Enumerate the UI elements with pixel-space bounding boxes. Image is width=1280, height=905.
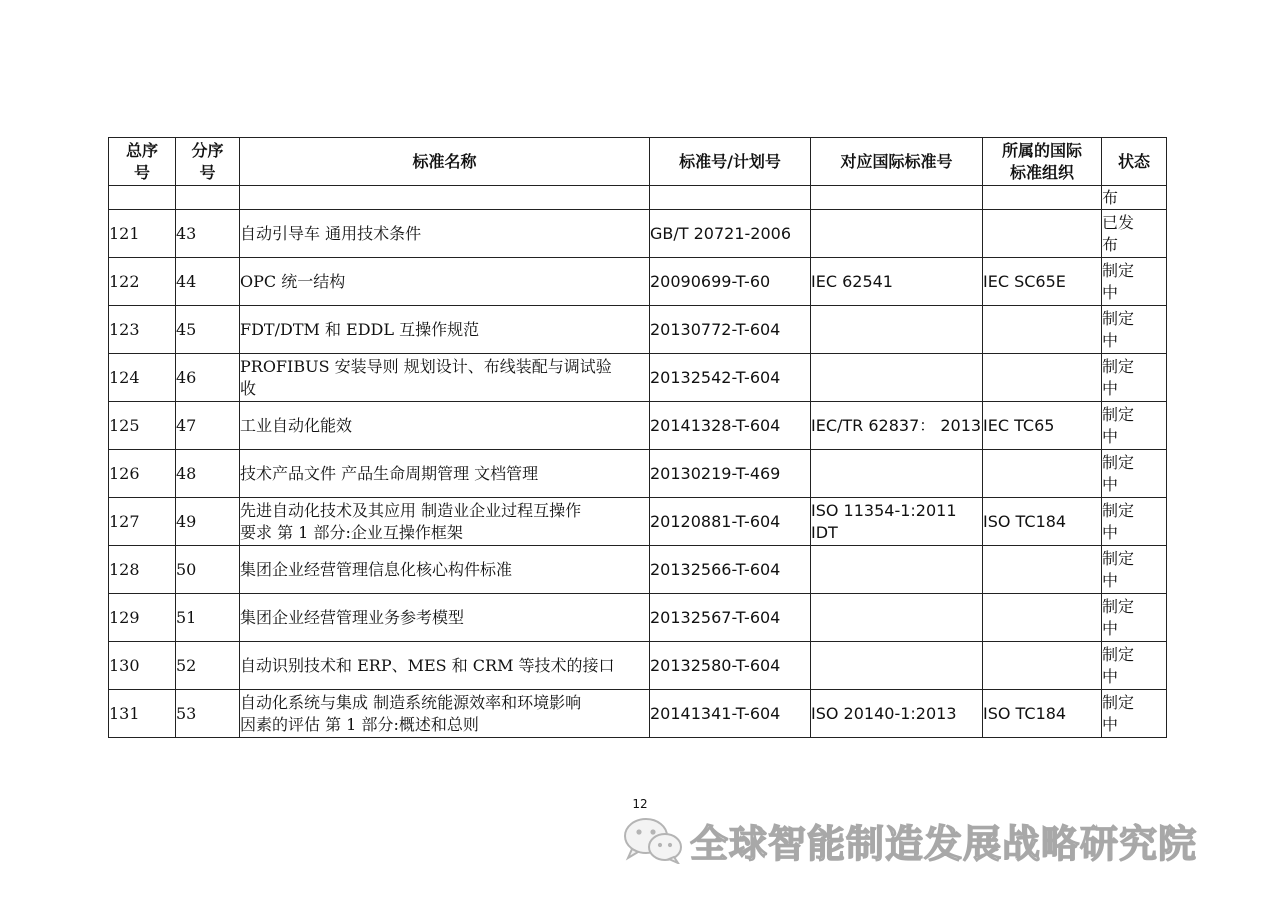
table-row <box>109 306 1167 354</box>
cell-standard-name: 集团企业经营管理业务参考模型 <box>240 594 650 642</box>
cell-sub-no: 53 <box>176 690 240 738</box>
cell-intl-standard <box>811 642 983 690</box>
cell-sub-no: 51 <box>176 594 240 642</box>
table-row <box>109 210 1167 258</box>
cell-standard-code: 20141328-T-604 <box>650 402 811 450</box>
cell-status: 布 <box>1102 186 1167 210</box>
watermark <box>622 812 1197 868</box>
cell-standard-code: 20132542-T-604 <box>650 354 811 402</box>
cell-total-no: 122 <box>109 258 176 306</box>
cell-intl-org: ISO TC184 <box>983 498 1102 546</box>
cell-status: 制定 中 <box>1102 642 1167 690</box>
header-total-no: 总序 号 <box>109 138 176 186</box>
cell-intl-org <box>983 642 1102 690</box>
table-row <box>109 546 1167 594</box>
cell-status: 制定 中 <box>1102 594 1167 642</box>
table-row <box>109 690 1167 738</box>
cell-sub-no: 48 <box>176 450 240 498</box>
cell-status: 已发 布 <box>1102 210 1167 258</box>
cell-total-no: 124 <box>109 354 176 402</box>
cell-intl-org: IEC TC65 <box>983 402 1102 450</box>
cell-intl-org <box>983 354 1102 402</box>
cell-standard-name: 先进自动化技术及其应用 制造业企业过程互操作 要求 第 1 部分:企业互操作框架 <box>240 498 650 546</box>
header-sub-no: 分序 号 <box>176 138 240 186</box>
cell-total-no: 127 <box>109 498 176 546</box>
header-status: 状态 <box>1102 138 1167 186</box>
cell-status: 制定 中 <box>1102 450 1167 498</box>
header-standard-code: 标准号/计划号 <box>650 138 811 186</box>
page-number: 12 <box>632 797 648 811</box>
cell-status: 制定 中 <box>1102 546 1167 594</box>
cell-total-no: 126 <box>109 450 176 498</box>
cell-standard-name: PROFIBUS 安装导则 规划设计、布线装配与调试验 收 <box>240 354 650 402</box>
table-row <box>109 594 1167 642</box>
cell-standard-name: 自动识别技术和 ERP、MES 和 CRM 等技术的接口 <box>240 642 650 690</box>
cell-standard-name: OPC 统一结构 <box>240 258 650 306</box>
cell-sub-no: 47 <box>176 402 240 450</box>
cell-total-no: 129 <box>109 594 176 642</box>
watermark-text: 全球智能制造发展战略研究院 <box>690 821 1198 866</box>
cell-total-no: 121 <box>109 210 176 258</box>
cell-status: 制定 中 <box>1102 690 1167 738</box>
cell-intl-standard: IEC/TR 62837： 2013 <box>811 402 983 450</box>
cell-standard-name: FDT/DTM 和 EDDL 互操作规范 <box>240 306 650 354</box>
table-row <box>109 186 1167 210</box>
cell-standard-name: 技术产品文件 产品生命周期管理 文档管理 <box>240 450 650 498</box>
cell-sub-no: 45 <box>176 306 240 354</box>
table-row <box>109 450 1167 498</box>
cell-total-no: 125 <box>109 402 176 450</box>
cell-standard-name <box>240 186 650 210</box>
cell-standard-name: 自动引导车 通用技术条件 <box>240 210 650 258</box>
cell-standard-code: 20090699-T-60 <box>650 258 811 306</box>
cell-status: 制定 中 <box>1102 402 1167 450</box>
cell-standard-code <box>650 186 811 210</box>
cell-sub-no: 52 <box>176 642 240 690</box>
cell-intl-standard <box>811 186 983 210</box>
cell-standard-code: 20132580-T-604 <box>650 642 811 690</box>
header-intl-standard: 对应国际标准号 <box>811 138 983 186</box>
table-row <box>109 354 1167 402</box>
cell-intl-org <box>983 210 1102 258</box>
table-header-row <box>109 138 1167 186</box>
cell-intl-org <box>983 546 1102 594</box>
table-row <box>109 258 1167 306</box>
cell-total-no <box>109 186 176 210</box>
cell-intl-standard <box>811 594 983 642</box>
standards-table <box>108 137 1167 738</box>
cell-sub-no: 43 <box>176 210 240 258</box>
cell-standard-code: 20141341-T-604 <box>650 690 811 738</box>
cell-intl-org <box>983 450 1102 498</box>
cell-total-no: 131 <box>109 690 176 738</box>
cell-sub-no: 50 <box>176 546 240 594</box>
cell-intl-org <box>983 306 1102 354</box>
cell-intl-standard <box>811 210 983 258</box>
cell-standard-name: 集团企业经营管理信息化核心构件标准 <box>240 546 650 594</box>
cell-intl-standard <box>811 306 983 354</box>
cell-standard-code: GB/T 20721-2006 <box>650 210 811 258</box>
header-standard-name: 标准名称 <box>240 138 650 186</box>
header-intl-org: 所属的国际 标准组织 <box>983 138 1102 186</box>
table-row <box>109 498 1167 546</box>
cell-intl-org <box>983 594 1102 642</box>
cell-status: 制定 中 <box>1102 354 1167 402</box>
cell-status: 制定 中 <box>1102 258 1167 306</box>
cell-total-no: 128 <box>109 546 176 594</box>
cell-sub-no <box>176 186 240 210</box>
cell-standard-name: 自动化系统与集成 制造系统能源效率和环境影响 因素的评估 第 1 部分:概述和总则 <box>240 690 650 738</box>
cell-intl-standard <box>811 354 983 402</box>
cell-intl-org: ISO TC184 <box>983 690 1102 738</box>
cell-sub-no: 44 <box>176 258 240 306</box>
cell-intl-org: IEC SC65E <box>983 258 1102 306</box>
table-row <box>109 402 1167 450</box>
cell-intl-standard: ISO 11354-1:2011 IDT <box>811 498 983 546</box>
cell-sub-no: 46 <box>176 354 240 402</box>
cell-standard-code: 20132566-T-604 <box>650 546 811 594</box>
cell-standard-code: 20130772-T-604 <box>650 306 811 354</box>
cell-intl-standard: ISO 20140-1:2013 <box>811 690 983 738</box>
cell-standard-code: 20120881-T-604 <box>650 498 811 546</box>
cell-standard-name: 工业自动化能效 <box>240 402 650 450</box>
cell-sub-no: 49 <box>176 498 240 546</box>
cell-intl-standard <box>811 546 983 594</box>
cell-total-no: 130 <box>109 642 176 690</box>
cell-status: 制定 中 <box>1102 498 1167 546</box>
cell-standard-code: 20130219-T-469 <box>650 450 811 498</box>
table-row <box>109 642 1167 690</box>
cell-total-no: 123 <box>109 306 176 354</box>
wechat-icon <box>622 816 684 864</box>
cell-intl-standard: IEC 62541 <box>811 258 983 306</box>
cell-intl-org <box>983 186 1102 210</box>
cell-intl-standard <box>811 450 983 498</box>
cell-status: 制定 中 <box>1102 306 1167 354</box>
cell-standard-code: 20132567-T-604 <box>650 594 811 642</box>
